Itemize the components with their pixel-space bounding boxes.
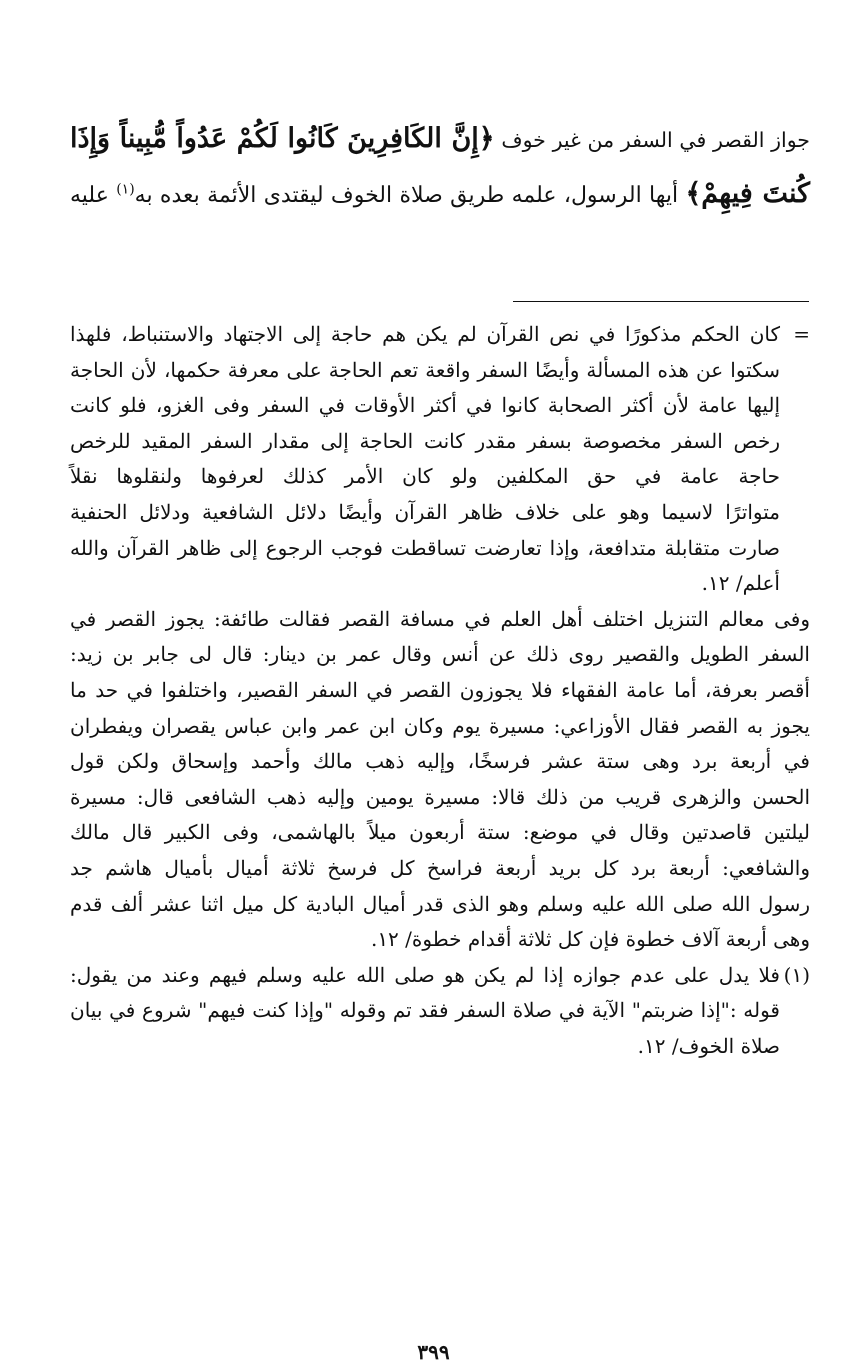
- continuation-marker: =: [793, 322, 810, 346]
- main-text-segment: أيها الرسول، علمه طريق صلاة الخوف ليقتدى الأئمة بعده به: [134, 183, 679, 208]
- continuation-body: [70, 317, 780, 602]
- footnote-line: إليها عامة لأن أكثر الصحابة كانوا في أكثر الأوقات في السفر وفى الغزو، فلو كانت: [70, 393, 780, 418]
- footnote-line: والشافعي: أربعة برد كل بريد أربعة فراسخ كل فرسخ ثلاثة أميال بأميال هاشم جد: [70, 855, 810, 880]
- footnotes: [70, 317, 810, 1064]
- footnote-line: الحسن والزهرى قريب من ذلك قالا: مسيرة يومين وإليه ذهب الشافعى قال: مسيرة: [70, 784, 810, 809]
- footnote-1: [70, 958, 810, 1065]
- main-text: [70, 112, 810, 222]
- main-line-2: [70, 167, 810, 222]
- footnote-line: في أربعة برد وهى ستة عشر فرسخًا، وإليه ذهب مالك وأحمد وإسحاق ولكن قول: [70, 749, 810, 774]
- footnote-line: ليلتين قاصدتين وقال في موضع: ستة أربعون ميلاً بالهاشمى، وفى الكبير قال مالك: [70, 820, 810, 845]
- footnote-line: كان الحكم مذكورًا في نص القرآن لم يكن هم حاجة إلى الاجتهاد والاستنباط، فلهذا: [70, 322, 781, 346]
- footnote-line: صارت متقابلة متدافعة، وإذا تعارضت تساقطت فوجب الرجوع إلى ظاهر القرآن والله: [70, 535, 780, 560]
- footnote-line: أقصر بعرفة، أما عامة الفقهاء فلا يجوزون القصر في السفر القصير، واختلفوا في حد ما: [70, 677, 810, 702]
- footnote-separator: [513, 301, 809, 302]
- footnote-1-body: [70, 958, 780, 1065]
- quran-verse: ﴿إِنَّ الكَافِرِينَ كَانُوا لَكُمْ عَدُواً مُّبِيناً وَإِذَا: [70, 123, 495, 154]
- footnote-reference: (١): [116, 181, 135, 198]
- footnote-line: قوله :"إذا ضربتم" الآية في صلاة السفر فقد تم وقوله "وإذا كنت فيهم" شروع في بيان: [70, 998, 780, 1023]
- page-number: ٣٩٩: [417, 1340, 450, 1364]
- footnote-line: أعلم/ ١٢.: [701, 571, 780, 596]
- footnote-line: رخص السفر مخصوصة بسفر مقدر كانت الحاجة إلى مقدار السفر المقيد للرخص: [70, 428, 780, 453]
- footnote-line: فلا يدل على عدم جوازه إذا لم يكن هو صلى الله عليه وسلم فيهم وعند من يقول:: [70, 962, 780, 987]
- footnote-line: متواترًا لاسيما وهو على خلاف ظاهر القرآن وأيضًا دلائل الشافعية ودلائل الحنفية: [70, 499, 780, 524]
- footnote-line: رسول الله صلى الله عليه وسلم وهو الذى قدر أميال البادية كل ميل اثنا عشر ألف قدم: [70, 891, 810, 916]
- footnote-line: يجوز به القصر فقال الأوزاعي: مسيرة يوم وكان ابن عمر وابن عباس يقصران ويفطران: [70, 713, 810, 738]
- maalim-paragraph: [70, 602, 810, 958]
- main-text-segment: جواز القصر في السفر من غير خوف: [501, 128, 810, 152]
- footnote-line: السفر الطويل والقصير روى ذلك عن أنس وقال عمر بن دينار: قال لى جابر بن زيد:: [70, 642, 810, 667]
- footnote-line: حاجة عامة في حق المكلفين ولو كان الأمر كذلك لعرفوها ولنقلوها نقلاً: [70, 464, 780, 489]
- footnote-line: وهى أربعة آلاف خطوة فإن كل ثلاثة أقدام خطوة/ ١٢.: [370, 927, 810, 952]
- footnote-line: وفى معالم التنزيل اختلف أهل العلم في مسافة القصر فقالت طائفة: يجوز القصر في: [70, 606, 810, 631]
- footnote-number: (١): [783, 962, 810, 987]
- main-line-1: [70, 112, 810, 167]
- footnote-line: سكتوا عن هذه المسألة وأيضًا السفر واقعة تعم الحاجة على معرفة حكمها، لأن الحاجة: [70, 357, 780, 382]
- footnote-line: صلاة الخوف/ ١٢.: [637, 1033, 780, 1058]
- footnote-continuation: [70, 317, 810, 602]
- quran-verse: كُنتَ فِيهِمْ﴾: [685, 178, 811, 209]
- main-text-segment: عليه: [70, 183, 109, 208]
